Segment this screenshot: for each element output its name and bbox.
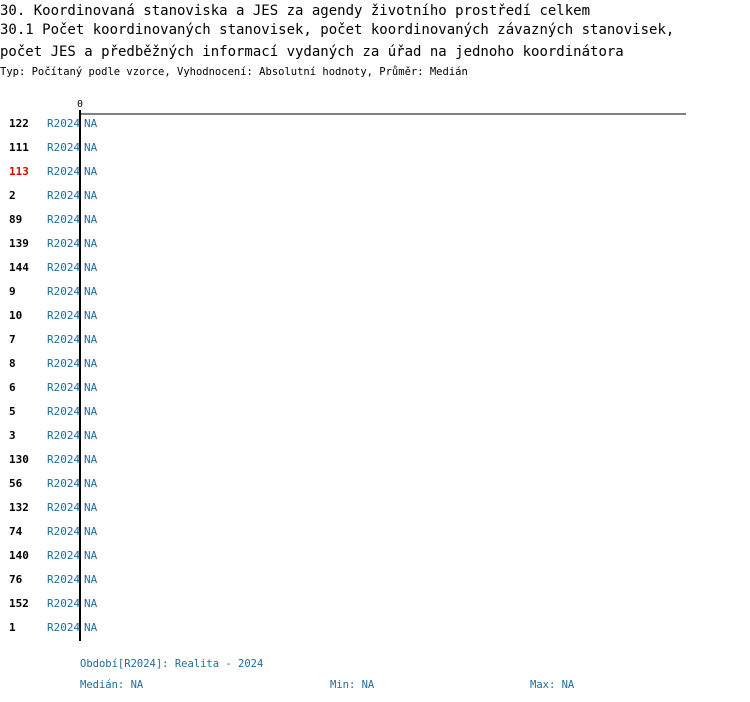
data-value-label: NA [84, 213, 98, 226]
category-label: 139 [9, 237, 29, 250]
chart-rows [9, 117, 98, 634]
data-value-label: NA [84, 429, 98, 442]
category-label: 122 [9, 117, 29, 130]
chart-title-line-2: 30.1 Počet koordinovaných stanovisek, počet koordinovaných závazných stanovisek, [0, 22, 675, 38]
category-label: 7 [9, 333, 16, 346]
data-value-label: NA [84, 573, 98, 586]
category-label: 5 [9, 405, 16, 418]
category-label: 130 [9, 453, 29, 466]
category-label: 152 [9, 597, 29, 610]
series-period-label: R2024 [47, 549, 81, 562]
data-value-label: NA [84, 237, 98, 250]
series-period-label: R2024 [47, 621, 81, 634]
data-value-label: NA [84, 597, 98, 610]
series-period-label: R2024 [47, 309, 81, 322]
data-value-label: NA [84, 621, 98, 634]
median-stat: Medián: NA [80, 679, 144, 691]
series-period-label: R2024 [47, 453, 81, 466]
series-period-label: R2024 [47, 357, 81, 370]
series-period-label: R2024 [47, 573, 81, 586]
series-period-label: R2024 [47, 477, 81, 490]
series-period-label: R2024 [47, 141, 81, 154]
data-value-label: NA [84, 477, 98, 490]
series-period-label: R2024 [47, 189, 81, 202]
chart-title-line-3: počet JES a předběžných informací vydaných za úřad na jednoho koordinátora [0, 44, 624, 60]
category-label: 8 [9, 357, 16, 370]
data-value-label: NA [84, 381, 98, 394]
series-period-label: R2024 [47, 405, 81, 418]
chart-title-line-1: 30. Koordinovaná stanoviska a JES za agendy životního prostředí celkem [0, 3, 591, 19]
category-label: 144 [9, 261, 29, 274]
data-value-label: NA [84, 285, 98, 298]
data-value-label: NA [84, 261, 98, 274]
category-label: 111 [9, 141, 29, 154]
data-value-label: NA [84, 525, 98, 538]
x-axis-ticks [77, 99, 83, 110]
series-period-label: R2024 [47, 261, 81, 274]
min-stat: Min: NA [330, 679, 375, 691]
category-label: 132 [9, 501, 29, 514]
x-tick-label: 0 [76, 99, 84, 110]
data-value-label: NA [84, 501, 98, 514]
category-label: 76 [9, 573, 23, 586]
series-period-label: R2024 [47, 381, 81, 394]
category-label: 6 [9, 381, 16, 394]
category-label: 3 [9, 429, 16, 442]
series-period-label: R2024 [47, 285, 81, 298]
data-value-label: NA [84, 117, 98, 130]
category-label: 2 [9, 189, 16, 202]
data-value-label: NA [84, 333, 98, 346]
data-value-label: NA [84, 549, 98, 562]
series-period-label: R2024 [47, 165, 81, 178]
category-label: 74 [9, 525, 23, 538]
category-label: 140 [9, 549, 29, 562]
category-label: 56 [9, 477, 23, 490]
category-label: 113 [9, 165, 29, 178]
category-label: 10 [9, 309, 23, 322]
category-label: 9 [9, 285, 16, 298]
series-period-label: R2024 [47, 597, 81, 610]
series-period-label: R2024 [47, 333, 81, 346]
data-value-label: NA [84, 357, 98, 370]
category-label: 1 [9, 621, 16, 634]
data-value-label: NA [84, 189, 98, 202]
data-value-label: NA [84, 141, 98, 154]
series-period-label: R2024 [47, 237, 81, 250]
max-stat: Max: NA [530, 679, 575, 691]
series-period-label: R2024 [47, 429, 81, 442]
series-period-label: R2024 [47, 525, 81, 538]
series-period-label: R2024 [47, 501, 81, 514]
category-label: 89 [9, 213, 23, 226]
data-value-label: NA [84, 309, 98, 322]
series-period-label: R2024 [47, 213, 81, 226]
data-value-label: NA [84, 453, 98, 466]
chart-subtitle: Typ: Počítaný podle vzorce, Vyhodnocení: Absolutní hodnoty, Průměr: Medián [0, 66, 468, 78]
period-legend: Období[R2024]: Realita - 2024 [80, 658, 264, 670]
data-value-label: NA [84, 405, 98, 418]
data-value-label: NA [84, 165, 98, 178]
series-period-label: R2024 [47, 117, 81, 130]
